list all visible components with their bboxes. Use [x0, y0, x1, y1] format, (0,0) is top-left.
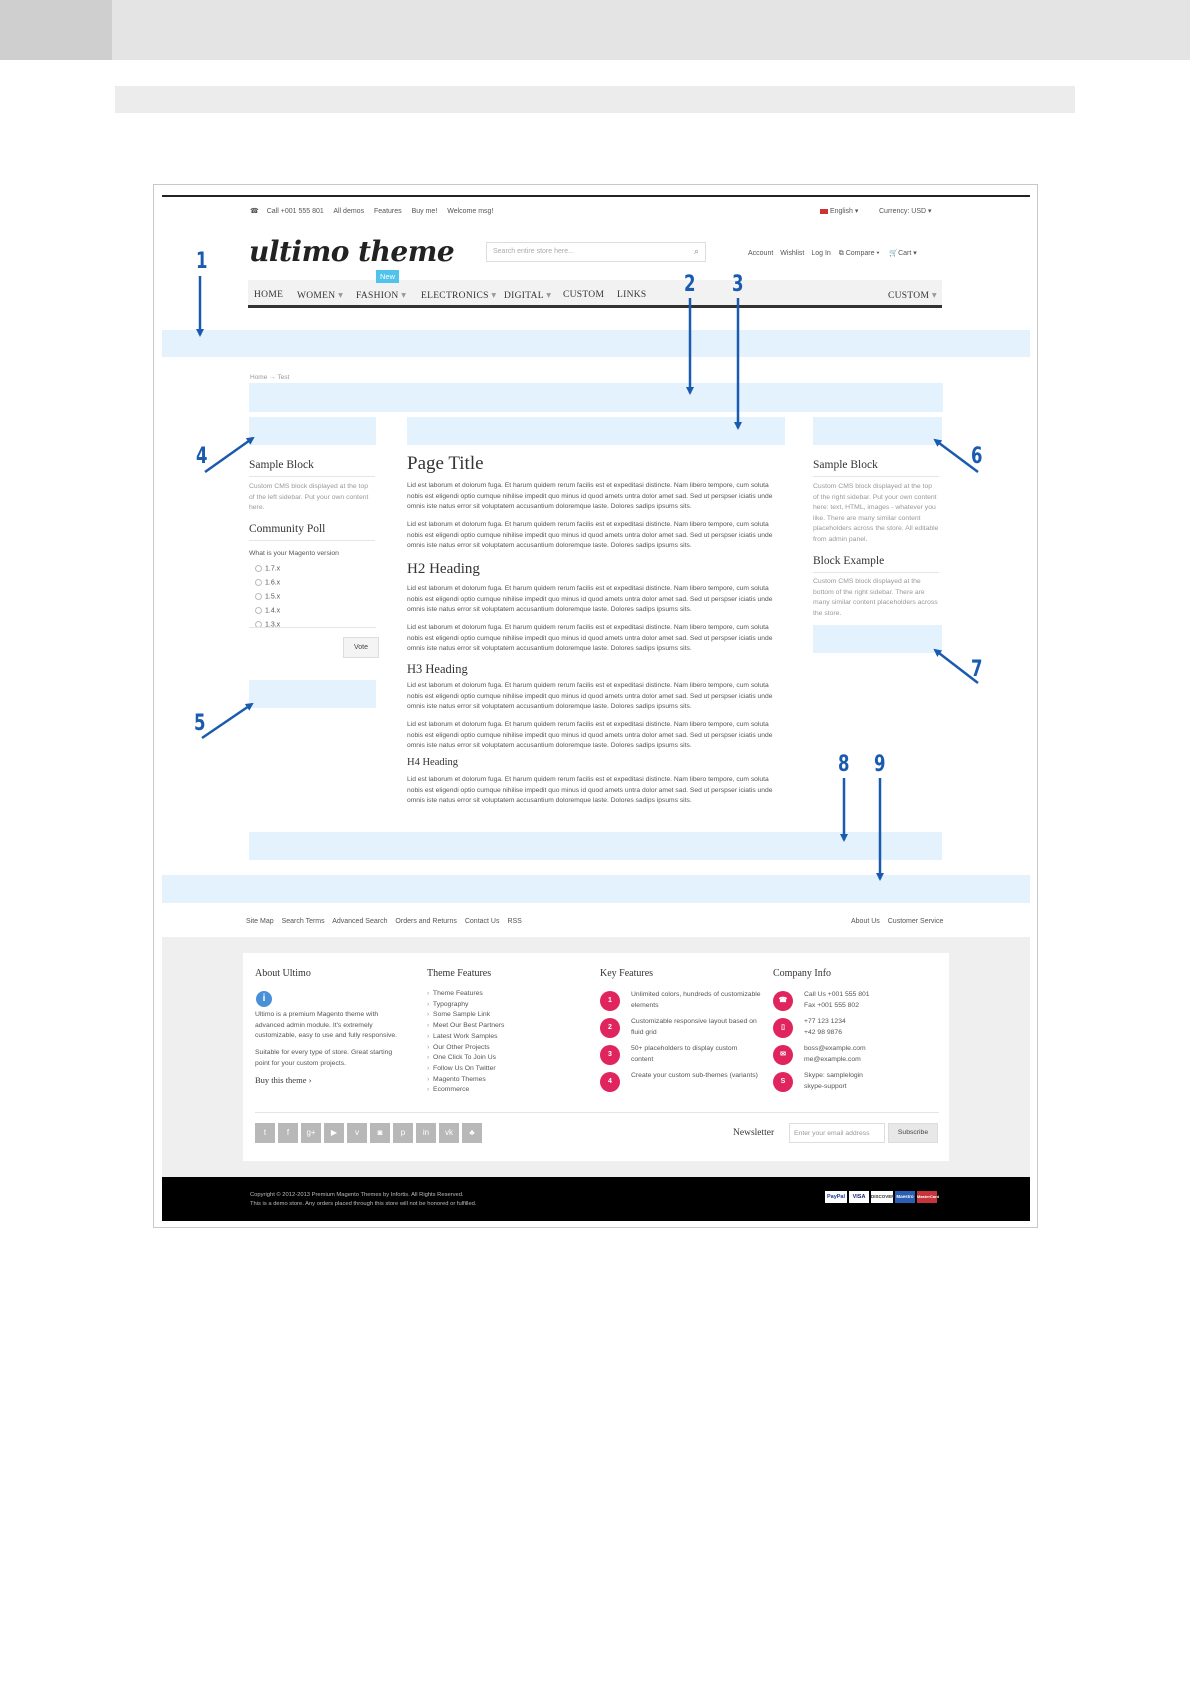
copyright-line-1: Copyright © 2012-2013 Premium Magento Themes by Infortis. All Rights Reserved. [250, 1192, 464, 1198]
arrow-5 [202, 704, 252, 738]
nav-digital[interactable]: DIGITAL ▾ [504, 291, 552, 301]
mobile-icon: ▯ [773, 1018, 793, 1038]
callout-label-1: 1 [196, 249, 208, 274]
facebook-icon[interactable]: f [278, 1123, 298, 1143]
visa-icon: VISA [849, 1191, 869, 1203]
left-sample-block-text: Custom CMS block displayed at the top of the left sidebar. Put your own content here. [249, 483, 369, 511]
callout-label-8: 8 [838, 752, 850, 777]
theme-features-title: Theme Features [427, 968, 492, 979]
feature-link[interactable]: › Meet Our Best Partners [427, 1022, 505, 1030]
company-line: Call Us +001 555 801 [804, 991, 870, 998]
newsletter-label: Newsletter [733, 1128, 775, 1138]
block-example-text: Custom CMS block displayed at the bottom of the right sidebar. There are many similar content placeholders across the store. [813, 578, 938, 617]
buy-theme-link[interactable]: Buy this theme › [255, 1075, 312, 1085]
feature-link-label: One Click To Join Us [433, 1054, 497, 1062]
paragraph: Lid est laborum et dolorum fuga. Et harum quidem rerum facilis est et expeditasi distincte. Nam libero tempore, cum soluta nobis est eligendi optio cumque nihilise impedit quo minus id quod amets untra dolor amet sad. Sed ut perspser iciatis unde omnis iste natus error sit voluptatem accusantium doloremque laste. Dolores sadips ipsums sits. [407, 721, 773, 750]
feature-link-label: Meet Our Best Partners [433, 1022, 505, 1030]
nav-home[interactable]: HOME [254, 290, 284, 300]
key-feature-text: Unlimited colors, hundreds of customizable elements [631, 991, 761, 1009]
arrow-4 [205, 438, 253, 472]
login-link[interactable]: Log In [811, 250, 831, 257]
other-social-icon[interactable]: ♣ [462, 1123, 482, 1143]
google-plus-icon[interactable]: g+ [301, 1123, 321, 1143]
feature-link-label: Follow Us On Twitter [433, 1064, 496, 1072]
youtube-icon[interactable]: ▶ [324, 1123, 344, 1143]
nav-custom-right-label: CUSTOM [888, 291, 930, 301]
vk-icon[interactable]: vk [439, 1123, 459, 1143]
footer-link[interactable]: Customer Service [887, 918, 944, 925]
right-sample-block-title: Sample Block [813, 459, 939, 477]
buy-theme-label: Buy this theme [255, 1075, 307, 1085]
language-switcher[interactable]: English ▾ [820, 207, 858, 215]
h3-heading: H3 Heading [407, 662, 468, 676]
store-logo[interactable]: ultimo theme [249, 235, 455, 268]
topbar-link[interactable]: All demos [333, 208, 365, 215]
key-feature-text: Create your custom sub-themes (variants) [631, 1072, 758, 1079]
welcome-message: Welcome msg! [447, 208, 494, 215]
feature-link[interactable]: › Latest Work Samples [427, 1032, 498, 1040]
feature-link[interactable]: › Magento Themes [427, 1075, 486, 1083]
about-title: About Ultimo [255, 968, 311, 979]
about-text-2: Suitable for every type of store. Great starting point for your custom projects. [255, 1049, 393, 1067]
compare-link[interactable]: Compare [845, 250, 875, 257]
footer-link[interactable]: Search Terms [281, 918, 325, 925]
feature-link-label: Our Other Projects [433, 1043, 490, 1051]
feature-number-badge: 4 [600, 1072, 620, 1092]
feature-link[interactable]: › Follow Us On Twitter [427, 1064, 496, 1072]
search-placeholder: Search entire store here... [493, 248, 574, 255]
nav-fashion-label: FASHION [356, 291, 399, 301]
breadcrumb-separator: → [269, 374, 276, 381]
poll-option-label: 1.4.x [265, 607, 281, 615]
nav-custom[interactable]: CUSTOM [563, 290, 605, 300]
feature-number-badge: 3 [600, 1045, 620, 1065]
feature-link-label: Magento Themes [433, 1075, 486, 1083]
feature-link-label: Typography [432, 1000, 469, 1008]
company-line[interactable]: boss@example.com [804, 1045, 866, 1052]
about-text: Ultimo is a premium Magento theme with advanced admin module. It's extremely customizable, easy to use and fully responsive. [255, 1011, 398, 1040]
footer-link[interactable]: Contact Us [464, 918, 500, 925]
paragraph: Lid est laborum et dolorum fuga. Et harum quidem rerum facilis est et expeditasi distincte. Nam libero tempore, cum soluta nobis est eligendi optio cumque nihilise impedit quo minus id quod amets untra dolor amet sad. Sed ut perspser iciatis unde omnis iste natus error sit voluptatem accusantium doloremque laste. Dolores sadips ipsums sits. [407, 624, 773, 653]
nav-digital-label: DIGITAL [504, 291, 544, 301]
company-line[interactable]: me@example.com [804, 1055, 861, 1063]
feature-link[interactable]: › Ecommerce [427, 1086, 470, 1094]
info-icon: i [256, 991, 272, 1007]
footer-link[interactable]: Site Map [246, 918, 274, 925]
feature-link-label: Latest Work Samples [433, 1032, 498, 1040]
callout-label-7: 7 [971, 657, 983, 682]
key-feature-text: 50+ placeholders to display custom content [631, 1045, 738, 1063]
right-sample-block-text: Custom CMS block displayed at the top of the right sidebar. Put your own content here: text, HTML, images - whatever you like. There are many similar content placeholders across the store. All editable from admin panel. [813, 483, 939, 543]
feature-link-label: Theme Features [432, 990, 483, 997]
skype-icon: S [773, 1072, 793, 1092]
phone-icon: ☎ [250, 208, 259, 215]
feature-link[interactable]: › Our Other Projects [427, 1043, 490, 1051]
footer-link[interactable]: Orders and Returns [395, 918, 457, 925]
nav-electronics-label: ELECTRONICS [421, 291, 489, 301]
feature-number-badge: 2 [600, 1018, 620, 1038]
mastercard-icon: MasterCard [917, 1191, 937, 1203]
search-icon[interactable]: ⌕ [693, 246, 699, 256]
callout-label-6: 6 [971, 444, 983, 469]
feature-number-badge: 1 [600, 991, 620, 1011]
company-line: +77 123 1234 [804, 1018, 846, 1025]
block-example-title: Block Example [813, 555, 939, 573]
callout-label-5: 5 [194, 711, 206, 736]
left-sample-block-title: Sample Block [249, 459, 375, 477]
poll-option-label: 1.5.x [265, 593, 281, 601]
topbar-link[interactable]: Features [374, 208, 402, 215]
currency-label: Currency: USD [879, 208, 927, 215]
nav-fashion[interactable]: FASHION ▾ [356, 291, 407, 301]
topbar-phone: Call +001 555 801 [266, 208, 324, 215]
footer-link[interactable]: RSS [507, 918, 522, 925]
compare-icon: ⧉ [838, 250, 844, 257]
feature-link[interactable]: › One Click To Join Us [427, 1054, 497, 1062]
paragraph: Lid est laborum et dolorum fuga. Et harum quidem rerum facilis est et expeditasi distincte. Nam libero tempore, cum soluta nobis est eligendi optio cumque nihilise impedit quo minus id quod amets untra dolor amet sad. Sed ut perspser iciatis unde omnis iste natus error sit voluptatem accusantium doloremque laste. Dolores sadips ipsums sits. [407, 682, 773, 711]
feature-link-label: Some Sample Link [433, 1011, 491, 1019]
nav-women-label: WOMEN [297, 291, 336, 301]
instagram-icon[interactable]: ◙ [370, 1123, 390, 1143]
breadcrumb-current: Test [277, 374, 290, 381]
maestro-icon: Maestro [895, 1191, 915, 1203]
feature-link[interactable]: › Some Sample Link [427, 1011, 491, 1019]
nav-custom-right[interactable]: CUSTOM ▾ [888, 291, 937, 301]
mail-icon: ✉ [773, 1045, 793, 1065]
callout-label-9: 9 [874, 752, 886, 777]
key-features-title: Key Features [600, 968, 654, 979]
callout-label-3: 3 [732, 272, 744, 297]
company-line: skype-support [804, 1082, 847, 1090]
callout-label-4: 4 [196, 444, 208, 469]
callout-label-2: 2 [684, 272, 696, 297]
currency-switcher[interactable]: Currency: USD ▾ [879, 208, 932, 215]
feature-link[interactable]: › Theme Features [427, 990, 483, 997]
paragraph: Lid est laborum et dolorum fuga. Et harum quidem rerum facilis est et expeditasi distincte. Nam libero tempore, cum soluta nobis est eligendi optio cumque nihilise impedit quo minus id quod amets untra dolor amet sad. Sed ut perspser iciatis unde omnis iste natus error sit voluptatem accusantium doloremque laste. Dolores sadips ipsums sits. [407, 776, 773, 805]
h4-heading: H4 Heading [407, 757, 459, 768]
paragraph: Lid est laborum et dolorum fuga. Et harum quidem rerum facilis est et expeditasi distincte. Nam libero tempore, cum soluta nobis est eligendi optio cumque nihilise impedit quo minus id quod amets untra dolor amet sad. Sed ut perspser iciatis unde omnis iste natus error sit voluptatem accusantium doloremque laste. Dolores sadips ipsums sits. [407, 521, 773, 550]
twitter-icon[interactable]: t [255, 1123, 275, 1143]
company-line: +42 98 9876 [804, 1028, 842, 1036]
wishlist-link[interactable]: Wishlist [780, 250, 805, 257]
topbar-link[interactable]: Buy me! [411, 208, 438, 215]
linkedin-icon[interactable]: in [416, 1123, 436, 1143]
poll-option-label: 1.3.x [265, 621, 281, 629]
poll-question: What is your Magento version [249, 550, 339, 557]
paypal-icon: PayPal [825, 1191, 847, 1203]
poll-option-label: 1.6.x [265, 579, 281, 587]
cart-link[interactable]: Cart [898, 250, 912, 257]
vimeo-icon[interactable]: v [347, 1123, 367, 1143]
nav-links[interactable]: LINKS [617, 290, 647, 300]
poll-option-label: 1.7.x [265, 565, 281, 573]
newsletter-placeholder: Enter your email address [794, 1130, 870, 1137]
paragraph: Lid est laborum et dolorum fuga. Et harum quidem rerum facilis est et expeditasi distincte. Nam libero tempore, cum soluta nobis est eligendi optio cumque nihilise impedit quo minus id quod amets untra dolor amet sad. Sed ut perspser iciatis unde omnis iste natus error sit voluptatem accusantium doloremque laste. Dolores sadips ipsums sits. [407, 482, 773, 511]
footer-link[interactable]: Advanced Search [332, 918, 388, 925]
copyright-line-2: This is a demo store. Any orders placed through this store will not be honored or fulfilled. [250, 1201, 477, 1207]
phone-icon: ☎ [773, 991, 793, 1011]
company-info-title: Company Info [773, 968, 832, 979]
paragraph: Lid est laborum et dolorum fuga. Et harum quidem rerum facilis est et expeditasi distincte. Nam libero tempore, cum soluta nobis est eligendi optio cumque nihilise impedit quo minus id quod amets untra dolor amet sad. Sed ut perspser iciatis unde omnis iste natus error sit voluptatem accusantium doloremque laste. Dolores sadips ipsums sits. [407, 585, 773, 614]
footer-link[interactable]: About Us [851, 918, 880, 925]
account-link[interactable]: Account [748, 250, 774, 257]
new-badge: New [376, 270, 399, 283]
discover-icon: DISCOVER [871, 1191, 893, 1203]
community-poll-title: Community Poll [249, 523, 375, 541]
breadcrumb-home[interactable]: Home [250, 374, 268, 381]
feature-link[interactable]: › Typography [427, 1000, 469, 1008]
feature-link-label: Ecommerce [433, 1086, 470, 1094]
nav-electronics[interactable]: ELECTRONICS ▾ [421, 291, 497, 301]
h2-heading: H2 Heading [407, 561, 480, 577]
account-links: Account Wishlist Log In ⧉ Compare ▾ 🛒Cart ▾ [748, 250, 917, 257]
company-line: Fax +001 555 802 [804, 1001, 859, 1009]
vote-button[interactable]: Vote [343, 637, 379, 658]
subscribe-button[interactable]: Subscribe [888, 1123, 938, 1143]
page-title: Page Title [407, 453, 484, 474]
nav-women[interactable]: WOMEN ▾ [297, 291, 344, 301]
key-feature-text: Customizable responsive layout based on fluid grid [631, 1018, 757, 1036]
cart-icon: 🛒 [889, 250, 899, 257]
pinterest-icon[interactable]: p [393, 1123, 413, 1143]
language-label: English [829, 208, 853, 215]
company-line: Skype: samplelogin [804, 1072, 863, 1079]
